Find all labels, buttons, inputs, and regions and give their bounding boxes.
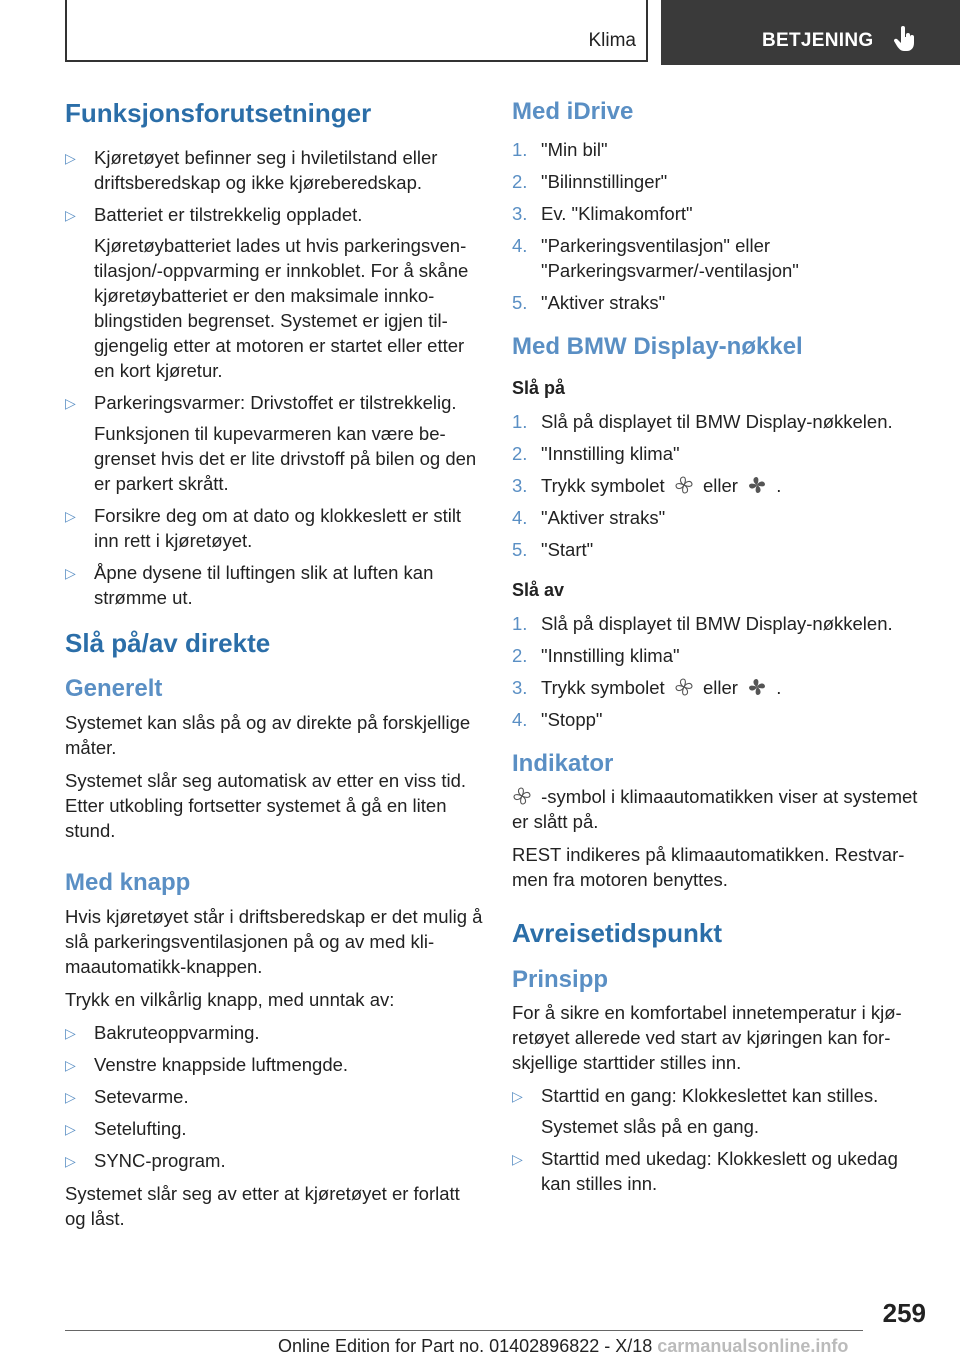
bullet-triangle-icon: ▷ [512, 1088, 523, 1105]
list-item [512, 611, 922, 636]
list-item [65, 202, 485, 383]
header-chapter-title: BETJENING [762, 30, 874, 51]
idrive-steps [512, 137, 922, 315]
button-paragraph: Trykk en vilkårlig knapp, med unntak av: [65, 988, 395, 1010]
bullet-triangle-icon: ▷ [512, 1151, 523, 1168]
list-item-text: Kjøretøyet befinner seg i hviletilstand eller driftsberedskap og ikke kjøreberedskap. [94, 147, 438, 194]
displaykey-heading: Med BMW Display-nøkkel [512, 332, 803, 360]
list-item-text: Starttid en gang: Klokkeslettet kan stilles. [541, 1085, 879, 1107]
period-text: . [776, 676, 782, 698]
button-heading: Med knapp [65, 869, 191, 897]
switch-on-steps [512, 409, 922, 562]
list-item [512, 409, 922, 434]
general-heading: Generelt [65, 675, 163, 703]
bullet-triangle-icon: ▷ [65, 565, 76, 582]
list-item [65, 390, 485, 496]
list-item-note: Funksjonen til kupevarmeren kan være begrenset hvis det er lite drivstoff på bilen og den er parkert skrått. [94, 423, 477, 495]
header-chapter-tab [661, 0, 960, 65]
list-item-text: Slå på displayet til BMW Display-nøkkelen. [541, 410, 893, 432]
fan-outline-icon [674, 677, 694, 697]
list-item-text: "Stopp" [541, 708, 603, 730]
prereq-heading: Funksjonsforutsetninger [65, 98, 372, 128]
period-text: . [776, 474, 782, 496]
list-item-text: SYNC-program. [94, 1149, 226, 1171]
step-number: 1. [512, 612, 528, 634]
step-number: 2. [512, 170, 528, 192]
bullet-triangle-icon: ▷ [65, 1120, 76, 1137]
bullet-triangle-icon: ▷ [65, 395, 76, 412]
list-item-text: "Innstilling klima" [541, 644, 680, 666]
list-item [512, 201, 922, 226]
list-item-text: "Min bil" [541, 138, 608, 160]
list-item-text: Setevarme. [94, 1085, 189, 1107]
indicator-paragraph: REST indikeres på klimaautomatikken. Restvarmen fra motoren benyttes. [512, 844, 905, 891]
list-item-text: Ev. "Klimakomfort" [541, 202, 693, 224]
departure-heading: Avreisetidspunkt [512, 918, 722, 949]
button-paragraph: Hvis kjøretøyet står i driftsberedskap er det mulig å slå parkeringsventilasjonen på og av med klimaautomatikk-knappen. [65, 905, 483, 977]
step-number: 4. [512, 708, 528, 730]
principle-heading: Prinsipp [512, 965, 609, 993]
list-item-text: "Bilinnstillinger" [541, 170, 668, 192]
fan-outline-icon [674, 475, 694, 495]
list-item [512, 1146, 922, 1196]
step-number: 5. [512, 538, 528, 560]
step-number: 3. [512, 202, 528, 224]
watermark: carmanualsonline.info [657, 1336, 849, 1356]
step-number: 4. [512, 234, 528, 256]
list-item-note: Systemet slås på en gang. [541, 1116, 760, 1138]
indicator-text: -symbol i klimaautomatikken viser at systemet er slått på. [512, 786, 918, 833]
principle-list [512, 1083, 922, 1196]
switch-on-heading: Slå på [512, 377, 566, 398]
header-section-title: Klima [588, 30, 636, 51]
indicator-paragraph [512, 784, 922, 834]
pointing-hand-icon [894, 26, 916, 52]
list-item [65, 1084, 485, 1109]
bullet-triangle-icon: ▷ [65, 1152, 76, 1169]
press-symbol-text: Trykk symbolet [541, 474, 665, 496]
switch-off-heading: Slå av [512, 579, 565, 600]
step-number: 3. [512, 676, 528, 698]
list-item-text: "Parkeringsventilasjon" eller "Parkeringsvarmer/-ventilasjon" [541, 234, 799, 281]
fan-outline-icon [512, 786, 532, 806]
list-item-text: Bakruteoppvarming. [94, 1021, 260, 1043]
list-item [512, 675, 922, 700]
step-number: 2. [512, 442, 528, 464]
list-item [512, 137, 922, 162]
or-text: eller [702, 474, 738, 496]
edition-text: Online Edition for Part no. 01402896822 - X/18 [278, 1336, 653, 1356]
bullet-triangle-icon: ▷ [65, 508, 76, 525]
header-section-box [65, 0, 648, 62]
step-number: 1. [512, 410, 528, 432]
list-item [65, 1052, 485, 1077]
list-item [512, 441, 922, 466]
list-item-text: "Aktiver straks" [541, 506, 666, 528]
list-item-text: Parkeringsvarmer: Drivstoffet er tilstrekkelig. [94, 392, 457, 414]
general-paragraph: Systemet kan slås på og av direkte på forskjellige måter. [65, 712, 471, 759]
list-item-text: Starttid med ukedag: Klokkeslett og ukedag kan stilles inn. [541, 1148, 898, 1195]
fan-filled-icon [747, 677, 767, 697]
list-item [65, 560, 485, 610]
list-item [512, 505, 922, 530]
list-item [65, 1148, 485, 1173]
list-item-note: Kjøretøybatteriet lades ut hvis parkeringsventilasjon/-oppvarming er innkoblet. For å skåne kjøretøybatteriet er den maksimale innkoblingstiden begrenset. Systemet er igjen tilgjengelig etter at motoren er startet eller etter en kort kjøretur. [94, 235, 469, 382]
list-item [512, 1083, 922, 1139]
step-number: 4. [512, 506, 528, 528]
list-item [512, 537, 922, 562]
page-number: 259 [882, 1298, 926, 1328]
list-item-text: Slå på displayet til BMW Display-nøkkelen. [541, 612, 893, 634]
list-item [512, 169, 922, 194]
fan-filled-icon [747, 475, 767, 495]
list-item [512, 290, 922, 315]
left-column [65, 98, 485, 1239]
list-item [512, 473, 922, 498]
list-item-text: "Start" [541, 538, 594, 560]
list-item-text: Åpne dysene til luftingen slik at luften kan strømme ut. [94, 562, 434, 609]
bullet-triangle-icon: ▷ [65, 150, 76, 167]
list-item [512, 233, 922, 283]
button-paragraph: Systemet slår seg av etter at kjøretøyet er forlatt og låst. [65, 1182, 460, 1229]
list-item-text: Forsikre deg om at dato og klokkeslett er stilt inn rett i kjøretøyet. [94, 505, 462, 552]
list-item-text: "Aktiver straks" [541, 291, 666, 313]
list-item [512, 707, 922, 732]
list-item-text: Setelufting. [94, 1117, 187, 1139]
switch-off-steps [512, 611, 922, 732]
list-item-text: Batteriet er tilstrekkelig oppladet. [94, 204, 363, 226]
step-number: 2. [512, 644, 528, 666]
prereq-list [65, 145, 485, 610]
bullet-triangle-icon: ▷ [65, 1056, 76, 1073]
or-text: eller [702, 676, 738, 698]
footer-edition [278, 1336, 848, 1357]
indicator-heading: Indikator [512, 749, 614, 777]
list-item [65, 145, 485, 195]
footer-divider [65, 1330, 863, 1331]
list-item-text: Venstre knappside luftmengde. [94, 1053, 349, 1075]
list-item [65, 1020, 485, 1045]
general-paragraph: Systemet slår seg automatisk av etter en viss tid. Etter utkobling fortsetter systemet å gå en liten stund. [65, 770, 466, 842]
list-item [65, 1116, 485, 1141]
list-item-text: "Innstilling klima" [541, 442, 680, 464]
list-item [512, 643, 922, 668]
bullet-triangle-icon: ▷ [65, 1088, 76, 1105]
idrive-heading: Med iDrive [512, 98, 634, 125]
bullet-triangle-icon: ▷ [65, 1024, 76, 1041]
right-column [512, 98, 922, 1204]
exception-list [65, 1020, 485, 1173]
step-number: 1. [512, 138, 528, 160]
press-symbol-text: Trykk symbolet [541, 676, 665, 698]
bullet-triangle-icon: ▷ [65, 207, 76, 224]
list-item [65, 503, 485, 553]
principle-paragraph: For å sikre en komfortabel innetemperatur i kjøretøyet allerede ved start av kjøringen kan forskjellige starttider stilles inn. [512, 1002, 902, 1074]
step-number: 5. [512, 291, 528, 313]
step-number: 3. [512, 474, 528, 496]
direct-heading: Slå på/av direkte [65, 628, 271, 659]
